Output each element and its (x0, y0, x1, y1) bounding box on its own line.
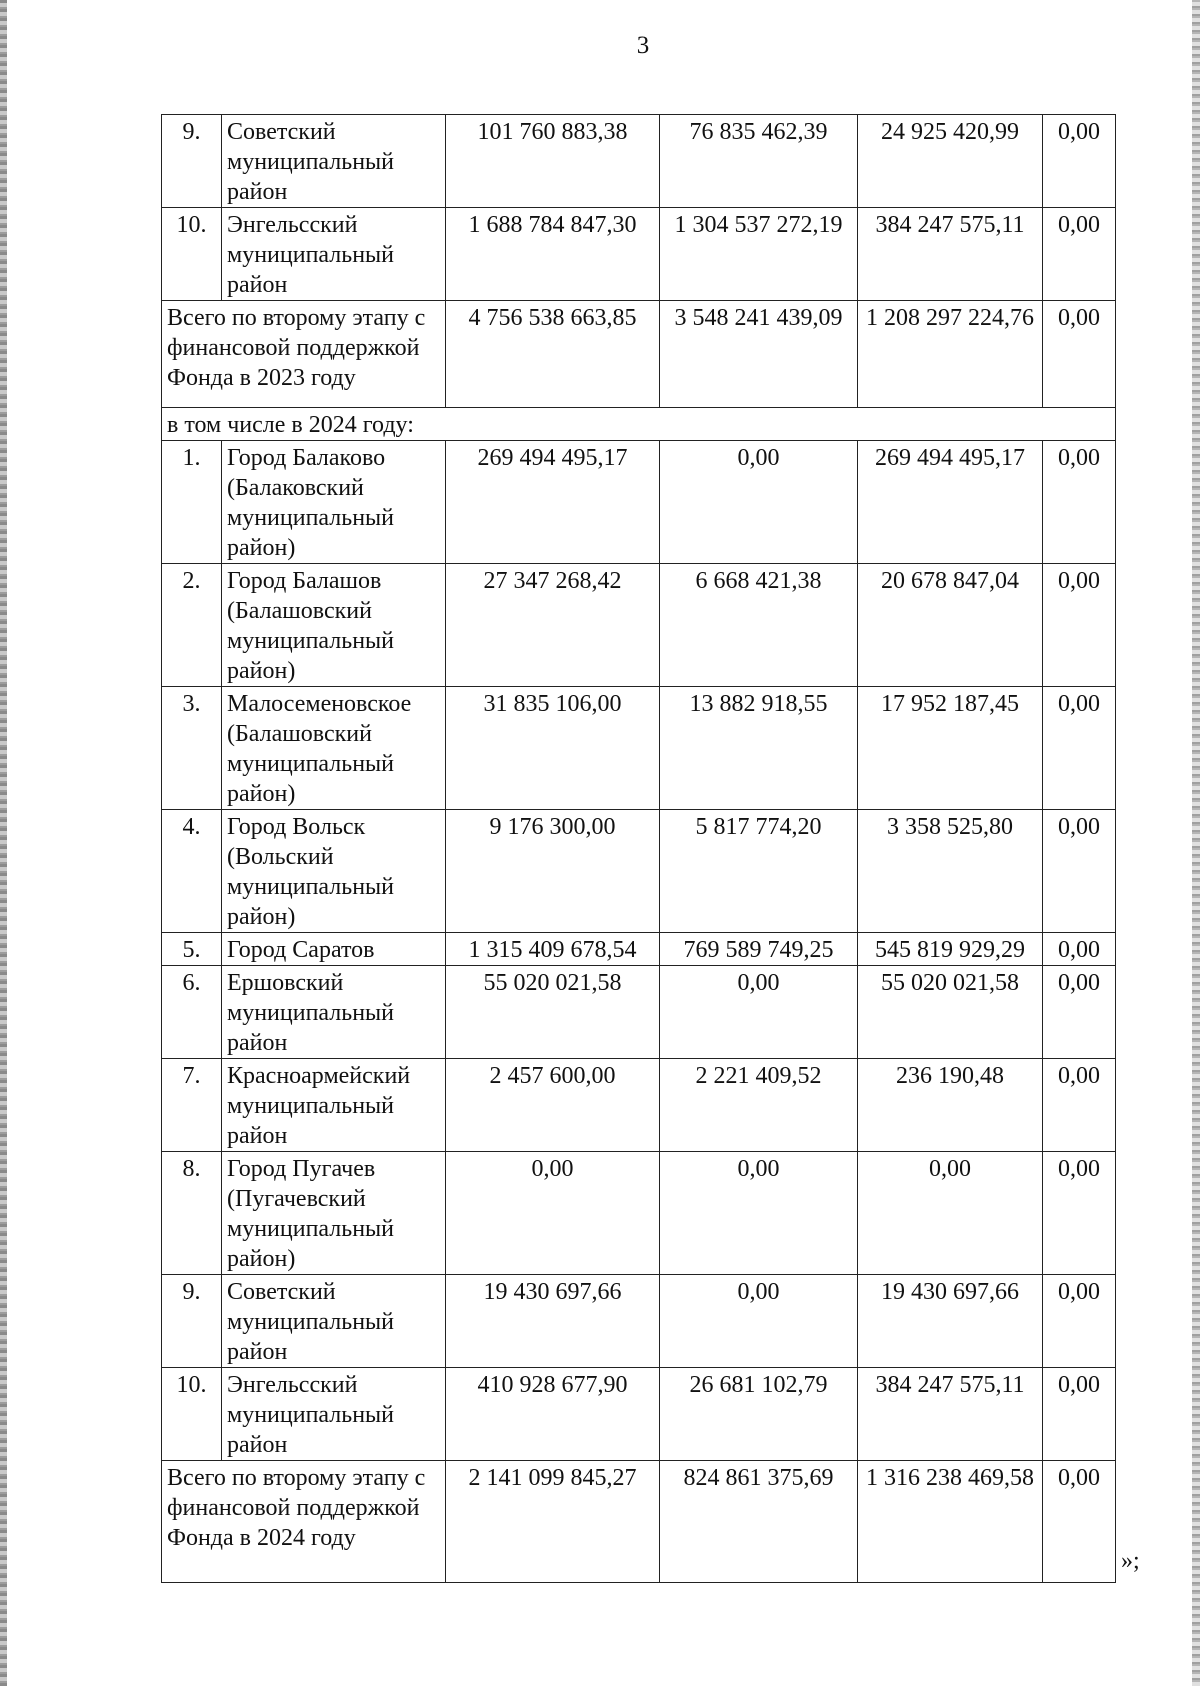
other-amount: 0,00 (1043, 966, 1116, 1059)
total-label: Всего по второму этапу с финансовой поддержкой Фонда в 2024 году (162, 1461, 446, 1583)
total-amount: 269 494 495,17 (446, 441, 660, 564)
table-row (162, 810, 1116, 933)
fund-amount: 3 548 241 439,09 (660, 301, 858, 408)
total-amount: 1 315 409 678,54 (446, 933, 660, 966)
row-index: 10. (162, 208, 222, 301)
fund-amount: 0,00 (660, 441, 858, 564)
row-index: 4. (162, 810, 222, 933)
scan-edge-right (1192, 0, 1200, 1686)
total-amount: 2 141 099 845,27 (446, 1461, 660, 1583)
row-index: 3. (162, 687, 222, 810)
total-amount: 55 020 021,58 (446, 966, 660, 1059)
municipality-name: Ершовский муниципальный район (222, 966, 446, 1059)
fund-amount: 0,00 (660, 1152, 858, 1275)
municipality-name: Город Вольск (Вольский муниципальный район) (222, 810, 446, 933)
other-amount: 0,00 (1043, 810, 1116, 933)
other-amount: 0,00 (1043, 933, 1116, 966)
other-amount: 0,00 (1043, 564, 1116, 687)
municipality-name: Город Балаково (Балаковский муниципальный район) (222, 441, 446, 564)
table-row (162, 208, 1116, 301)
fund-amount: 2 221 409,52 (660, 1059, 858, 1152)
other-amount: 0,00 (1043, 115, 1116, 208)
table-row (162, 1275, 1116, 1368)
municipality-name: Советский муниципальный район (222, 1275, 446, 1368)
row-index: 1. (162, 441, 222, 564)
total-amount: 2 457 600,00 (446, 1059, 660, 1152)
total-amount: 101 760 883,38 (446, 115, 660, 208)
page-number: 3 (636, 32, 650, 59)
table-row (162, 1152, 1116, 1275)
municipality-name: Город Балашов (Балашовский муниципальный район) (222, 564, 446, 687)
other-amount: 0,00 (1043, 1461, 1116, 1583)
other-amount: 0,00 (1043, 208, 1116, 301)
fund-amount: 13 882 918,55 (660, 687, 858, 810)
fund-amount: 769 589 749,25 (660, 933, 858, 966)
municipality-name: Малосеменовское (Балашовский муниципальный район) (222, 687, 446, 810)
budget-amount: 236 190,48 (858, 1059, 1043, 1152)
table-row (162, 115, 1116, 208)
row-index: 6. (162, 966, 222, 1059)
fund-amount: 1 304 537 272,19 (660, 208, 858, 301)
row-index: 7. (162, 1059, 222, 1152)
total-row-2024 (162, 1461, 1116, 1583)
budget-amount: 24 925 420,99 (858, 115, 1043, 208)
row-index: 9. (162, 1275, 222, 1368)
municipality-name: Город Саратов (222, 933, 446, 966)
table-row (162, 933, 1116, 966)
total-amount: 4 756 538 663,85 (446, 301, 660, 408)
other-amount: 0,00 (1043, 441, 1116, 564)
municipality-name: Энгельсский муниципальный район (222, 208, 446, 301)
municipality-name: Советский муниципальный район (222, 115, 446, 208)
budget-amount: 545 819 929,29 (858, 933, 1043, 966)
total-row-2023 (162, 301, 1116, 408)
fund-amount: 0,00 (660, 1275, 858, 1368)
other-amount: 0,00 (1043, 1275, 1116, 1368)
table-row (162, 564, 1116, 687)
municipality-name: Город Пугачев (Пугачевский муниципальный район) (222, 1152, 446, 1275)
budget-amount: 0,00 (858, 1152, 1043, 1275)
row-index: 2. (162, 564, 222, 687)
budget-amount: 20 678 847,04 (858, 564, 1043, 687)
table-row (162, 687, 1116, 810)
row-index: 8. (162, 1152, 222, 1275)
other-amount: 0,00 (1043, 1368, 1116, 1461)
row-index: 9. (162, 115, 222, 208)
fund-amount: 26 681 102,79 (660, 1368, 858, 1461)
total-amount: 0,00 (446, 1152, 660, 1275)
total-amount: 27 347 268,42 (446, 564, 660, 687)
budget-amount: 384 247 575,11 (858, 208, 1043, 301)
total-amount: 19 430 697,66 (446, 1275, 660, 1368)
table-row (162, 1368, 1116, 1461)
budget-table (161, 114, 1116, 1583)
total-amount: 1 688 784 847,30 (446, 208, 660, 301)
budget-amount: 1 316 238 469,58 (858, 1461, 1043, 1583)
row-index: 5. (162, 933, 222, 966)
fund-amount: 5 817 774,20 (660, 810, 858, 933)
total-amount: 31 835 106,00 (446, 687, 660, 810)
total-amount: 9 176 300,00 (446, 810, 660, 933)
total-amount: 410 928 677,90 (446, 1368, 660, 1461)
budget-amount: 19 430 697,66 (858, 1275, 1043, 1368)
budget-amount: 55 020 021,58 (858, 966, 1043, 1059)
fund-amount: 824 861 375,69 (660, 1461, 858, 1583)
closing-quote-mark: »; (1121, 1548, 1140, 1574)
other-amount: 0,00 (1043, 1152, 1116, 1275)
other-amount: 0,00 (1043, 301, 1116, 408)
municipality-name: Энгельсский муниципальный район (222, 1368, 446, 1461)
other-amount: 0,00 (1043, 687, 1116, 810)
scan-edge-left (0, 0, 7, 1686)
budget-amount: 3 358 525,80 (858, 810, 1043, 933)
other-amount: 0,00 (1043, 1059, 1116, 1152)
budget-amount: 17 952 187,45 (858, 687, 1043, 810)
row-index: 10. (162, 1368, 222, 1461)
table-row (162, 441, 1116, 564)
table-row (162, 1059, 1116, 1152)
budget-amount: 1 208 297 224,76 (858, 301, 1043, 408)
fund-amount: 0,00 (660, 966, 858, 1059)
fund-amount: 76 835 462,39 (660, 115, 858, 208)
fund-amount: 6 668 421,38 (660, 564, 858, 687)
municipality-name: Красноармейский муниципальный район (222, 1059, 446, 1152)
table-row (162, 966, 1116, 1059)
budget-amount: 269 494 495,17 (858, 441, 1043, 564)
section-row-2024 (162, 408, 1116, 441)
section-header: в том числе в 2024 году: (162, 408, 1116, 441)
total-label: Всего по второму этапу с финансовой поддержкой Фонда в 2023 году (162, 301, 446, 408)
budget-amount: 384 247 575,11 (858, 1368, 1043, 1461)
